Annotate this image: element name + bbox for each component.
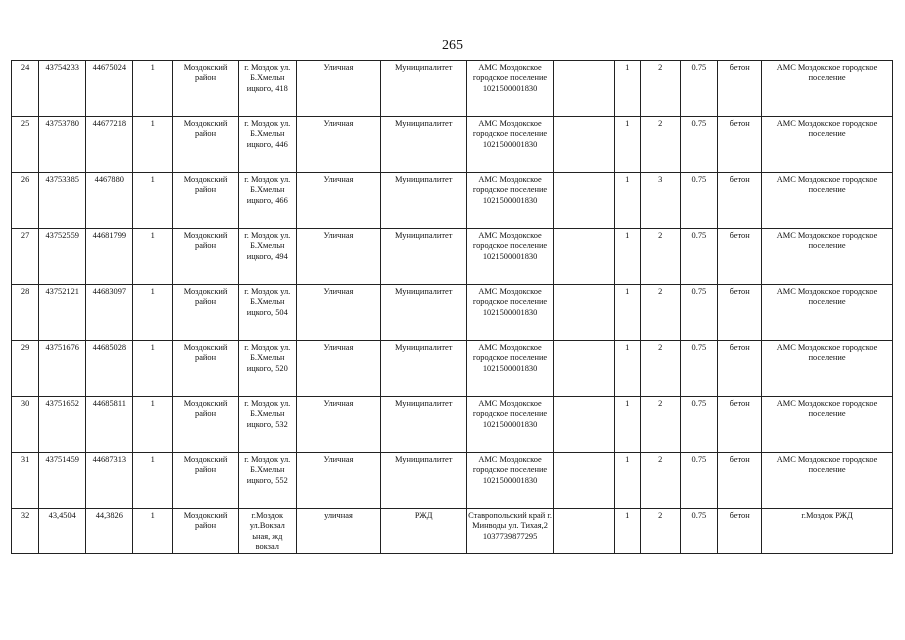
cell-address: г. Моздок ул. Б.Хмельн ицкого, 418	[239, 61, 297, 117]
cell-location-type: Уличная	[296, 341, 381, 397]
cell-location-type: Уличная	[296, 229, 381, 285]
cell-count-a: 1	[614, 229, 640, 285]
table-row	[12, 117, 893, 173]
table-row	[12, 397, 893, 453]
cell-district: Моздокский район	[173, 229, 239, 285]
cell-servicing-org: АМС Моздокское городское поселение	[762, 173, 893, 229]
cell-address: г. Моздок ул. Б.Хмельн ицкого, 504	[239, 285, 297, 341]
cell-material: бетон	[718, 117, 762, 173]
cell-district: Моздокский район	[173, 173, 239, 229]
cell-owner-type: Муниципалитет	[381, 397, 467, 453]
cell-empty-column	[553, 229, 614, 285]
cell-quantity: 1	[133, 61, 173, 117]
cell-quantity: 1	[133, 397, 173, 453]
cell-empty-column	[553, 509, 614, 554]
cell-row-number: 30	[12, 397, 39, 453]
cell-quantity: 1	[133, 341, 173, 397]
cell-location-type: Уличная	[296, 397, 381, 453]
cell-district: Моздокский район	[173, 117, 239, 173]
cell-location-type: Уличная	[296, 173, 381, 229]
cell-longitude: 44685811	[86, 397, 133, 453]
cell-row-number: 27	[12, 229, 39, 285]
cell-longitude: 44681799	[86, 229, 133, 285]
cell-quantity: 1	[133, 453, 173, 509]
cell-count-a: 1	[614, 341, 640, 397]
cell-volume: 0.75	[680, 509, 718, 554]
cell-latitude: 43752559	[39, 229, 86, 285]
cell-quantity: 1	[133, 509, 173, 554]
cell-longitude: 44685028	[86, 341, 133, 397]
cell-latitude: 43754233	[39, 61, 86, 117]
cell-servicing-org: АМС Моздокское городское поселение	[762, 229, 893, 285]
cell-count-b: 2	[640, 229, 680, 285]
cell-row-number: 28	[12, 285, 39, 341]
page-number: 265	[442, 38, 463, 53]
cell-count-b: 2	[640, 341, 680, 397]
table-row	[12, 173, 893, 229]
cell-district: Моздокский район	[173, 397, 239, 453]
cell-owner-type: Муниципалитет	[381, 61, 467, 117]
cell-address: г.Моздок ул.Вокзал ьная, жд вокзал	[239, 509, 297, 554]
cell-owner-type: Муниципалитет	[381, 173, 467, 229]
cell-row-number: 32	[12, 509, 39, 554]
cell-district: Моздокский район	[173, 61, 239, 117]
cell-volume: 0.75	[680, 397, 718, 453]
cell-servicing-org: АМС Моздокское городское поселение	[762, 341, 893, 397]
cell-owner-details: АМС Моздокское городское поселение 1021500001830	[467, 453, 554, 509]
cell-quantity: 1	[133, 229, 173, 285]
cell-longitude: 44683097	[86, 285, 133, 341]
cell-empty-column	[553, 285, 614, 341]
cell-owner-details: АМС Моздокское городское поселение 1021500001830	[467, 117, 554, 173]
cell-count-b: 2	[640, 61, 680, 117]
cell-longitude: 44687313	[86, 453, 133, 509]
cell-owner-details: АМС Моздокское городское поселение 1021500001830	[467, 229, 554, 285]
cell-location-type: Уличная	[296, 117, 381, 173]
cell-address: г. Моздок ул. Б.Хмельн ицкого, 494	[239, 229, 297, 285]
cell-owner-details: АМС Моздокское городское поселение 1021500001830	[467, 397, 554, 453]
cell-address: г. Моздок ул. Б.Хмельн ицкого, 466	[239, 173, 297, 229]
cell-servicing-org: АМС Моздокское городское поселение	[762, 453, 893, 509]
cell-latitude: 43753780	[39, 117, 86, 173]
cell-location-type: уличная	[296, 509, 381, 554]
cell-material: бетон	[718, 397, 762, 453]
cell-row-number: 29	[12, 341, 39, 397]
cell-location-type: Уличная	[296, 61, 381, 117]
cell-servicing-org: АМС Моздокское городское поселение	[762, 117, 893, 173]
cell-owner-details: АМС Моздокское городское поселение 1021500001830	[467, 173, 554, 229]
cell-owner-details: АМС Моздокское городское поселение 1021500001830	[467, 61, 554, 117]
cell-owner-details: АМС Моздокское городское поселение 1021500001830	[467, 341, 554, 397]
cell-material: бетон	[718, 509, 762, 554]
cell-location-type: Уличная	[296, 453, 381, 509]
cell-volume: 0.75	[680, 61, 718, 117]
cell-row-number: 26	[12, 173, 39, 229]
cell-count-a: 1	[614, 117, 640, 173]
cell-quantity: 1	[133, 285, 173, 341]
cell-longitude: 4467880	[86, 173, 133, 229]
cell-material: бетон	[718, 61, 762, 117]
cell-district: Моздокский район	[173, 285, 239, 341]
cell-latitude: 43751676	[39, 341, 86, 397]
cell-address: г. Моздок ул. Б.Хмельн ицкого, 446	[239, 117, 297, 173]
cell-count-a: 1	[614, 61, 640, 117]
cell-location-type: Уличная	[296, 285, 381, 341]
table-row	[12, 453, 893, 509]
cell-empty-column	[553, 173, 614, 229]
cell-count-a: 1	[614, 173, 640, 229]
cell-owner-type: Муниципалитет	[381, 341, 467, 397]
cell-count-b: 2	[640, 285, 680, 341]
cell-servicing-org: АМС Моздокское городское поселение	[762, 285, 893, 341]
cell-latitude: 43752121	[39, 285, 86, 341]
cell-owner-type: Муниципалитет	[381, 229, 467, 285]
cell-count-b: 2	[640, 509, 680, 554]
cell-servicing-org: АМС Моздокское городское поселение	[762, 397, 893, 453]
cell-empty-column	[553, 453, 614, 509]
cell-count-a: 1	[614, 453, 640, 509]
cell-volume: 0.75	[680, 117, 718, 173]
cell-address: г. Моздок ул. Б.Хмельн ицкого, 532	[239, 397, 297, 453]
cell-latitude: 43751652	[39, 397, 86, 453]
cell-count-a: 1	[614, 397, 640, 453]
cell-material: бетон	[718, 453, 762, 509]
cell-servicing-org: г.Моздок РЖД	[762, 509, 893, 554]
cell-owner-details: АМС Моздокское городское поселение 1021500001830	[467, 285, 554, 341]
cell-volume: 0.75	[680, 285, 718, 341]
cell-count-b: 3	[640, 173, 680, 229]
cell-empty-column	[553, 341, 614, 397]
cell-row-number: 24	[12, 61, 39, 117]
cell-district: Моздокский район	[173, 341, 239, 397]
cell-district: Моздокский район	[173, 509, 239, 554]
cell-latitude: 43753385	[39, 173, 86, 229]
cell-count-b: 2	[640, 397, 680, 453]
cell-row-number: 25	[12, 117, 39, 173]
cell-material: бетон	[718, 173, 762, 229]
cell-district: Моздокский район	[173, 453, 239, 509]
registry-table	[11, 60, 893, 554]
cell-empty-column	[553, 397, 614, 453]
cell-volume: 0.75	[680, 453, 718, 509]
cell-volume: 0.75	[680, 229, 718, 285]
cell-owner-type: Муниципалитет	[381, 453, 467, 509]
cell-longitude: 44,3826	[86, 509, 133, 554]
cell-longitude: 44677218	[86, 117, 133, 173]
cell-count-b: 2	[640, 117, 680, 173]
cell-count-b: 2	[640, 453, 680, 509]
cell-material: бетон	[718, 341, 762, 397]
table-row	[12, 229, 893, 285]
cell-latitude: 43751459	[39, 453, 86, 509]
cell-latitude: 43,4504	[39, 509, 86, 554]
cell-address: г. Моздок ул. Б.Хмельн ицкого, 520	[239, 341, 297, 397]
cell-servicing-org: АМС Моздокское городское поселение	[762, 61, 893, 117]
cell-owner-type: Муниципалитет	[381, 117, 467, 173]
cell-material: бетон	[718, 285, 762, 341]
table-row	[12, 285, 893, 341]
cell-volume: 0.75	[680, 173, 718, 229]
cell-volume: 0.75	[680, 341, 718, 397]
cell-owner-type: РЖД	[381, 509, 467, 554]
cell-row-number: 31	[12, 453, 39, 509]
table-row	[12, 509, 893, 554]
cell-empty-column	[553, 61, 614, 117]
cell-count-a: 1	[614, 509, 640, 554]
cell-empty-column	[553, 117, 614, 173]
cell-address: г. Моздок ул. Б.Хмельн ицкого, 552	[239, 453, 297, 509]
cell-quantity: 1	[133, 173, 173, 229]
cell-quantity: 1	[133, 117, 173, 173]
table-row	[12, 341, 893, 397]
cell-owner-type: Муниципалитет	[381, 285, 467, 341]
cell-owner-details: Ставропольский край г. Минводы ул. Тихая,2 1037739877295	[467, 509, 554, 554]
table-body	[12, 61, 893, 554]
cell-count-a: 1	[614, 285, 640, 341]
cell-longitude: 44675024	[86, 61, 133, 117]
cell-material: бетон	[718, 229, 762, 285]
table-row	[12, 61, 893, 117]
